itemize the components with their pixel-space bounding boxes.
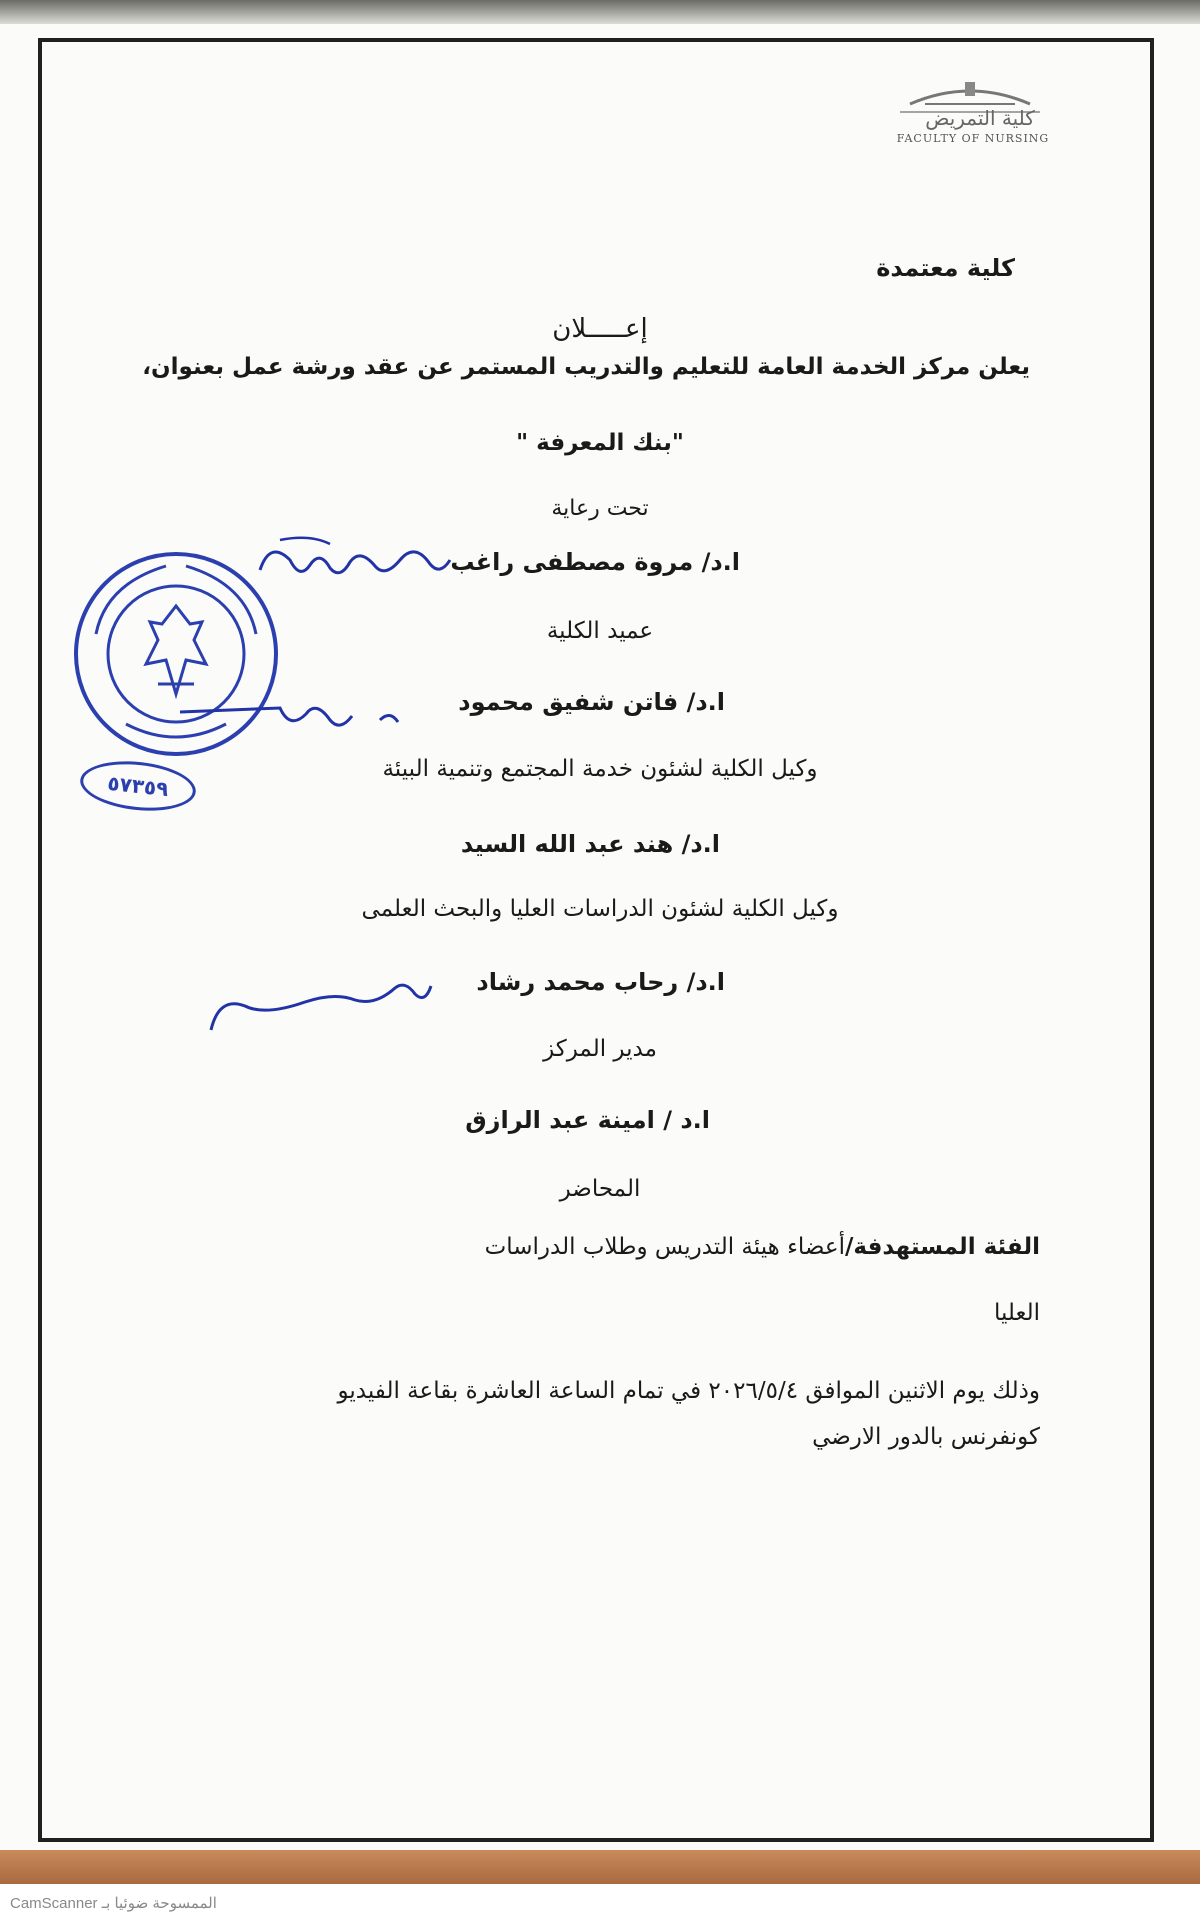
person-role: وكيل الكلية لشئون خدمة المجتمع وتنمية البيئة <box>382 756 818 782</box>
person-role: مدير المركز <box>543 1036 657 1062</box>
person-role: عميد الكلية <box>546 618 654 644</box>
target-audience-label: الفئة المستهدفة/ <box>844 1234 1040 1260</box>
person-name: ا.د / امينة عبد الرازق <box>465 1106 710 1134</box>
accredited-label: كلية معتمدة <box>876 254 1015 282</box>
target-audience-value: أعضاء هيئة التدريس وطلاب الدراسات <box>484 1234 845 1260</box>
signature-center-director <box>205 966 435 1036</box>
schedule-line-2: كونفرنس بالدور الارضي <box>812 1424 1040 1450</box>
person-role: وكيل الكلية لشئون الدراسات العليا والبحث العلمى <box>361 896 839 922</box>
announcement-intro: يعلن مركز الخدمة العامة للتعليم والتدريب المستمر عن عقد ورشة عمل بعنوان، <box>142 354 1030 380</box>
signature-vice-dean <box>180 690 410 750</box>
person-name: ا.د/ مروة مصطفى راغب <box>450 548 740 576</box>
page-border-frame <box>38 38 1154 1842</box>
target-audience-cont: العليا <box>993 1300 1040 1326</box>
signature-dean <box>250 530 460 600</box>
person-role: المحاضر <box>559 1176 641 1202</box>
person-name: ا.د/ رحاب محمد رشاد <box>476 968 725 996</box>
stamp-serial-number: ٥٧٣٥٩ <box>78 756 198 816</box>
logo-english-text: FACULTY OF NURSING <box>896 132 1050 145</box>
person-name: ا.د/ فاتن شفيق محمود <box>458 688 725 716</box>
workshop-title: "بنك المعرفة " <box>516 430 684 456</box>
announcement-title: إعـــــلان <box>552 314 648 344</box>
target-audience-line <box>485 1234 1040 1260</box>
person-name: ا.د/ هند عبد الله السيد <box>460 830 720 858</box>
scan-edge-bottom <box>0 1850 1200 1884</box>
schedule-line-1: وذلك يوم الاثنين الموافق ٢٠٢٦/٥/٤ في تمام الساعة العاشرة بقاعة الفيديو <box>337 1378 1040 1404</box>
scan-edge-top <box>0 0 1200 24</box>
camscanner-watermark: الممسوحة ضوئيا بـ CamScanner <box>10 1895 217 1912</box>
logo-arabic-text: كلية التمريض <box>925 106 1035 130</box>
patronage-label: تحت رعاية <box>551 496 649 521</box>
